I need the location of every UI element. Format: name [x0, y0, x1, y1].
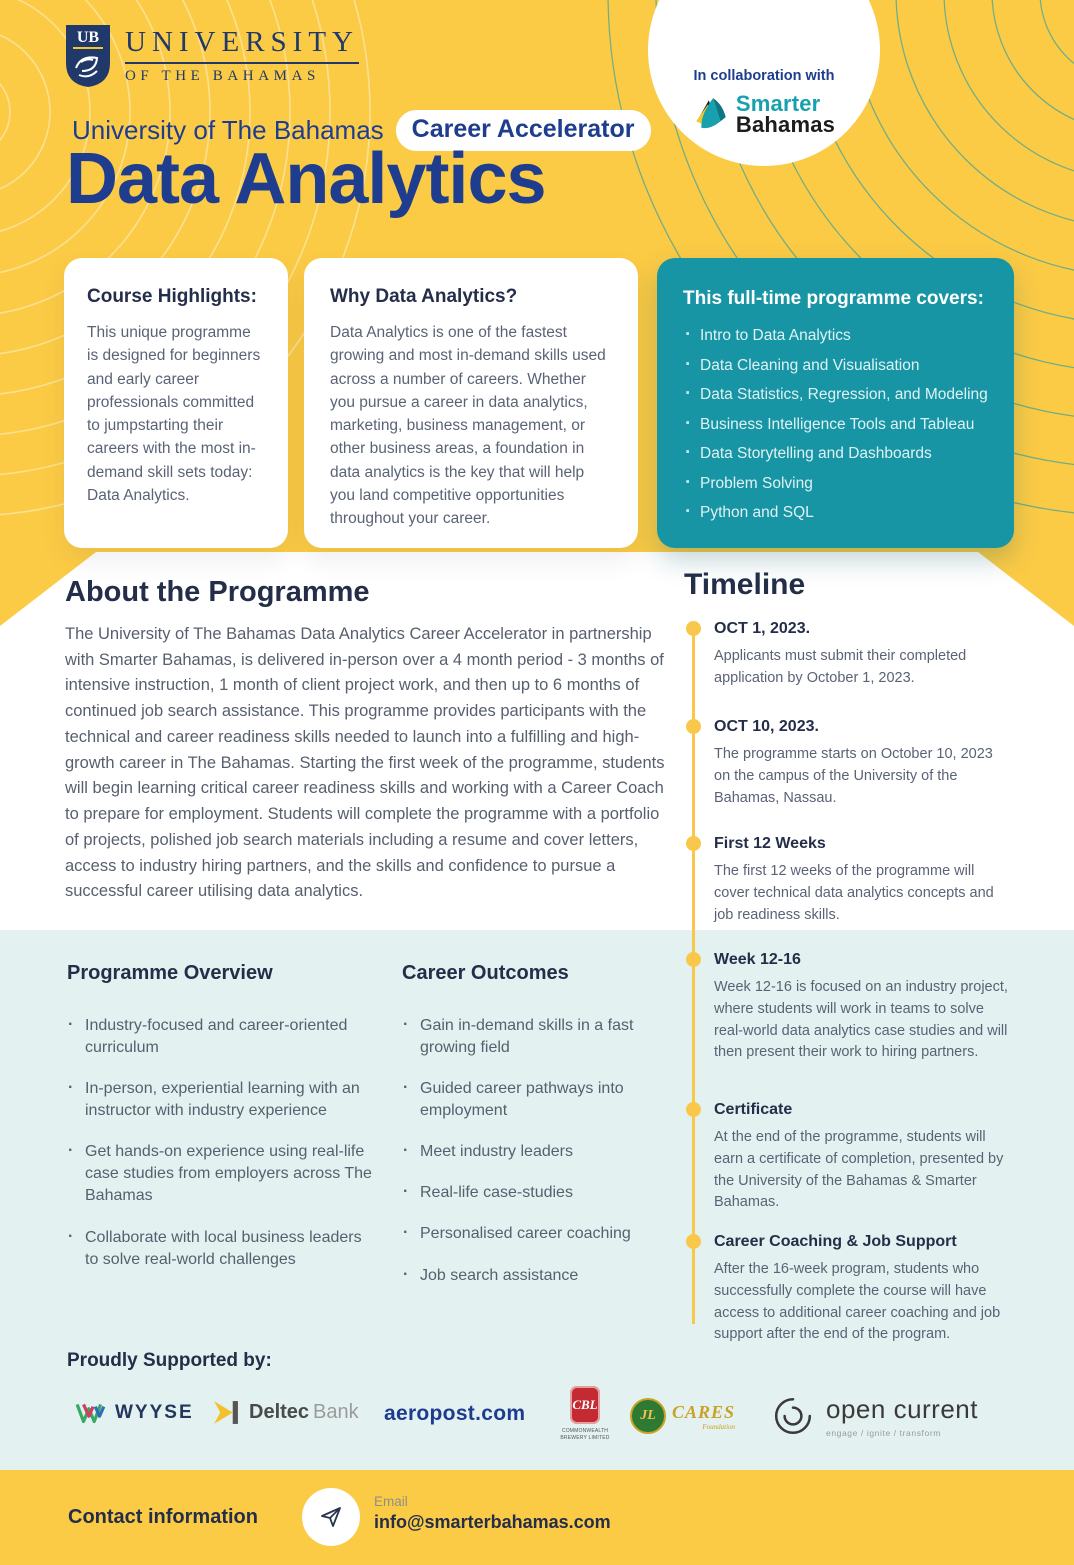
- jl-cares-logo: [630, 1398, 735, 1434]
- deltec-light-text: Bank: [313, 1401, 359, 1423]
- smarter-bahamas-logo: [693, 90, 836, 138]
- covers-item: · Data Statistics, Regression, and Modeling: [683, 386, 988, 403]
- partner-name-line2: Bahamas: [735, 112, 836, 138]
- timeline-section: [684, 568, 1016, 1358]
- outcome-item: · Guided career pathways into employment: [402, 1078, 674, 1122]
- career-outcomes-list: [402, 1015, 674, 1287]
- ub-monogram: UB: [76, 29, 100, 46]
- overview-item: · In-person, experiential learning with an instructor with industry experience: [67, 1078, 379, 1122]
- supporter-logo-row: [0, 1380, 1074, 1458]
- footer: [0, 1470, 1074, 1565]
- university-line1: UNIVERSITY: [125, 26, 359, 64]
- open-current-wordmark: [826, 1394, 978, 1438]
- smarter-bahamas-bird-icon: [693, 96, 731, 132]
- aeropost-logo: [384, 1402, 525, 1426]
- paper-plane-icon: [319, 1505, 343, 1529]
- overview-item: · Get hands-on experience using real-life case studies from employers across The Bahamas: [67, 1141, 379, 1207]
- timeline-event-body: Week 12-16 is focused on an industry project, where students will work in teams to solve real-world data analytics case studies and will then present their work to hiring partners.: [714, 979, 1008, 1061]
- timeline-event-body: After the 16-week program, students who successfully complete the course will have access to additional career coaching and job support after the end of the program.: [714, 1261, 1001, 1343]
- university-line2: OF THE BAHAMAS: [125, 68, 320, 84]
- contact-information-title: Contact information: [68, 1506, 258, 1528]
- jl-cares-wordmark: [672, 1402, 735, 1431]
- supporters-title: Proudly Supported by:: [67, 1350, 272, 1371]
- cbl-monogram: CBL: [572, 1397, 598, 1412]
- timeline-dot: [686, 952, 701, 967]
- timeline-event: [714, 1101, 1010, 1214]
- timeline-title: Timeline: [684, 568, 806, 601]
- open-current-logo: [772, 1394, 978, 1438]
- cbl-caption: COMMONWEALTH BREWERY LIMITED: [560, 1428, 610, 1441]
- covers-item: · Intro to Data Analytics: [683, 327, 988, 344]
- course-highlights-card: [64, 258, 288, 548]
- timeline-event-heading: First 12 Weeks: [714, 835, 826, 852]
- deltec-chevron-icon: [213, 1400, 240, 1425]
- timeline-event-heading: OCT 10, 2023.: [714, 718, 819, 735]
- overview-item: · Collaborate with local business leaders to solve real-world challenges: [67, 1227, 379, 1271]
- career-outcomes-section: [402, 962, 674, 1306]
- timeline-event: [714, 835, 1010, 926]
- why-data-analytics-title: Why Data Analytics?: [330, 286, 518, 307]
- timeline-dot: [686, 621, 701, 636]
- covers-item: · Problem Solving: [683, 475, 988, 492]
- university-logo: [64, 22, 359, 90]
- cbl-logo: [552, 1386, 618, 1441]
- timeline-dot: [686, 719, 701, 734]
- outcome-item: · Gain in-demand skills in a fast growing field: [402, 1015, 674, 1059]
- timeline-event: [714, 718, 1010, 809]
- jl-circle-icon: [630, 1398, 666, 1434]
- deltec-wordmark: [249, 1401, 359, 1424]
- course-highlights-title: Course Highlights:: [87, 286, 257, 307]
- hero-kicker-text: University of The Bahamas: [72, 115, 384, 145]
- programme-overview-title: Programme Overview: [67, 962, 273, 984]
- aeropost-wordmark: aeropost.com: [384, 1402, 526, 1425]
- university-wordmark: [125, 22, 359, 85]
- wyyse-w-icon: [75, 1402, 107, 1424]
- deltec-bold-text: Deltec: [249, 1401, 310, 1423]
- timeline-dot: [686, 836, 701, 851]
- why-data-analytics-body: Data Analytics is one of the fastest growing and most in-demand skills used across a number of careers. Whether you pursue a career in data analytics, marketing, business management, or other business areas, a foundation in data analytics is the key that will help you land competitive opportunities throughout your career.: [330, 324, 606, 527]
- email-address[interactable]: info@smarterbahamas.com: [374, 1512, 611, 1532]
- timeline-event-heading: Career Coaching & Job Support: [714, 1233, 957, 1250]
- outcome-item: · Real-life case-studies: [402, 1182, 674, 1204]
- programme-covers-card: [657, 258, 1014, 548]
- covers-item: · Data Storytelling and Dashboards: [683, 445, 988, 462]
- overview-item: · Industry-focused and career-oriented curriculum: [67, 1015, 379, 1059]
- open-current-arcs-icon: [772, 1395, 814, 1437]
- timeline-event-heading: Certificate: [714, 1101, 793, 1118]
- timeline-event-heading: OCT 1, 2023.: [714, 620, 811, 637]
- about-title: About the Programme: [65, 576, 370, 608]
- outcome-item: · Meet industry leaders: [402, 1141, 674, 1163]
- email-block: [374, 1494, 611, 1533]
- timeline-dot: [686, 1102, 701, 1117]
- open-current-tagline: engage / ignite / transform: [826, 1428, 941, 1438]
- jl-foundation-text: Foundation: [702, 1422, 736, 1431]
- timeline-event: [714, 1233, 1010, 1346]
- programme-overview-section: [67, 962, 379, 1290]
- open-current-text: open current: [826, 1394, 978, 1424]
- timeline-event: [714, 951, 1010, 1064]
- timeline-dot: [686, 1234, 701, 1249]
- career-accelerator-badge: Career Accelerator: [396, 110, 651, 151]
- deltec-bank-logo: [213, 1400, 359, 1425]
- jl-cares-text: CARES: [672, 1401, 736, 1422]
- jl-monogram: JL: [640, 1408, 656, 1423]
- programme-overview-list: [67, 1015, 379, 1271]
- timeline-event-body: The programme starts on October 10, 2023 on the campus of the University of the Bahamas, Nassau.: [714, 746, 993, 806]
- programme-covers-list: [683, 327, 988, 521]
- about-body: The University of The Bahamas Data Analytics Career Accelerator in partnership with Smarter Bahamas, is delivered in-person over a 4 month period - 3 months of intensive instruction, 1 month of client project work, and then up to 6 months of continued job search assistance. This programme provides participants with the technical and career readiness skills needed to launch into a fulfilling and high-growth career in The Bahamas. Starting the first week of the programme, students will begin learning critical career readiness skills and working with a Career Coach to prepare for employment. Students will complete the programme with a portfolio of projects, polished job search materials including a resume and cover letters, access to industry hiring partners, and the skills and confidence to pursue a successful career utilising data analytics.: [65, 625, 665, 901]
- cbl-crest-icon: [570, 1386, 600, 1424]
- course-highlights-body: This unique programme is designed for beginners and early career professionals committed to jumpstarting their careers with the most in-demand skill sets today: Data Analytics.: [87, 324, 261, 504]
- partner-name-line1: Smarter: [735, 90, 821, 116]
- email-label: Email: [374, 1494, 408, 1509]
- ub-shield-icon: [64, 22, 112, 90]
- outcome-item: · Personalised career coaching: [402, 1223, 674, 1245]
- timeline-event-body: At the end of the programme, students will earn a certificate of completion, presented by the University of the Bahamas & Smarter Bahamas.: [714, 1129, 1004, 1211]
- wyyse-logo: [75, 1402, 194, 1424]
- collaboration-label: In collaboration with: [693, 67, 835, 84]
- timeline-event-body: Applicants must submit their completed application by October 1, 2023.: [714, 648, 967, 686]
- email-icon-circle: [302, 1488, 360, 1546]
- career-outcomes-title: Career Outcomes: [402, 962, 569, 984]
- timeline-event-heading: Week 12-16: [714, 951, 801, 968]
- timeline-event-body: The first 12 weeks of the programme will cover technical data analytics concepts and job readiness skills.: [714, 863, 994, 923]
- smarter-bahamas-wordmark: [735, 90, 836, 138]
- timeline-line: [692, 630, 695, 1324]
- timeline-event: [714, 620, 1010, 690]
- programme-covers-title: This full-time programme covers:: [683, 288, 984, 309]
- wyyse-wordmark: WYYSE: [115, 1402, 194, 1423]
- why-data-analytics-card: [304, 258, 638, 548]
- page-title: Data Analytics: [66, 139, 546, 219]
- covers-item: · Business Intelligence Tools and Tableau: [683, 416, 988, 433]
- covers-item: · Data Cleaning and Visualisation: [683, 357, 988, 374]
- covers-item: · Python and SQL: [683, 504, 988, 521]
- outcome-item: · Job search assistance: [402, 1265, 674, 1287]
